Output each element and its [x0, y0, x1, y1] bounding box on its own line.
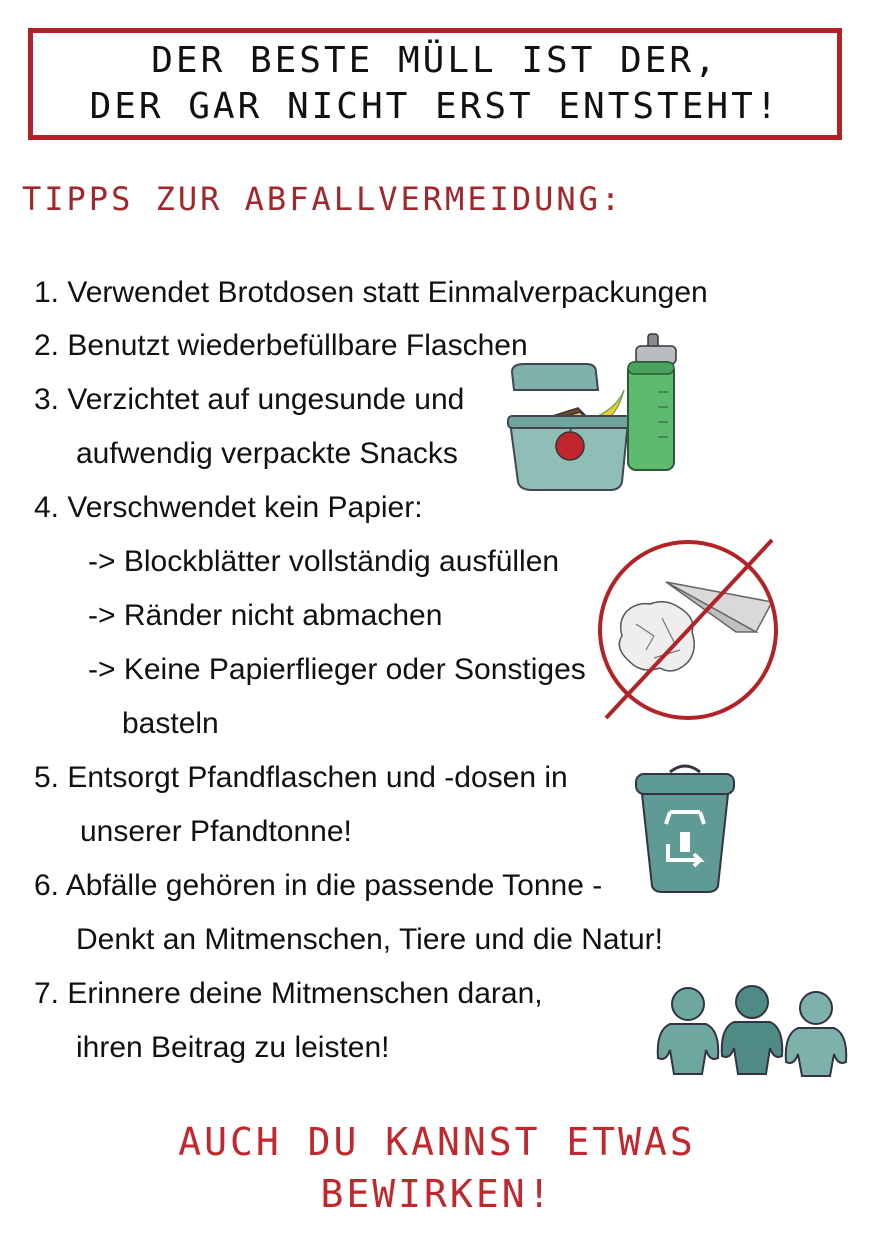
call-to-action-line-2: BEWIRKEN!: [320, 1172, 554, 1216]
tip-3-line-2: aufwendig verpackte Snacks: [76, 437, 458, 470]
tip-6-line-2: Denkt an Mitmenschen, Tiere und die Natur!: [76, 923, 663, 956]
tip-5-line-1: 5. Entsorgt Pfandflaschen und -dosen in: [34, 761, 568, 794]
deposit-bin-icon: [630, 760, 740, 895]
tip-1: 1. Verwendet Brotdosen statt Einmalverpackungen: [34, 276, 708, 309]
water-bottle-icon: [622, 332, 682, 472]
tip-7-line-1: 7. Erinnere deine Mitmenschen daran,: [34, 977, 543, 1010]
title-banner: [28, 28, 842, 140]
tips-heading: TIPPS ZUR ABFALLVERMEIDUNG:: [22, 180, 624, 218]
tip-4-sub-c-line-2: basteln: [122, 707, 219, 740]
lunchbox-icon: [500, 360, 630, 495]
tip-6-line-1: 6. Abfälle gehören in die passende Tonne -: [34, 869, 603, 902]
no-paper-icon: [596, 532, 786, 722]
title-line-1: DER BESTE MÜLL IST DER,: [151, 40, 719, 81]
tip-3-line-1: 3. Verzichtet auf ungesunde und: [34, 383, 465, 416]
call-to-action-line-1: AUCH DU KANNST ETWAS: [178, 1120, 696, 1164]
title-line-2: DER GAR NICHT ERST ENTSTEHT!: [89, 86, 781, 127]
tip-4-sub-c-line-1: -> Keine Papierflieger oder Sonstiges: [88, 653, 586, 686]
tip-4-sub-a: -> Blockblätter vollständig ausfüllen: [88, 545, 560, 578]
tip-4-sub-b: -> Ränder nicht abmachen: [88, 599, 443, 632]
tip-4: 4. Verschwendet kein Papier:: [34, 491, 423, 524]
tip-2: 2. Benutzt wiederbefüllbare Flaschen: [34, 329, 528, 362]
people-icon: [648, 984, 858, 1079]
tip-5-line-2: unserer Pfandtonne!: [80, 815, 352, 848]
tip-7-line-2: ihren Beitrag zu leisten!: [76, 1031, 390, 1064]
